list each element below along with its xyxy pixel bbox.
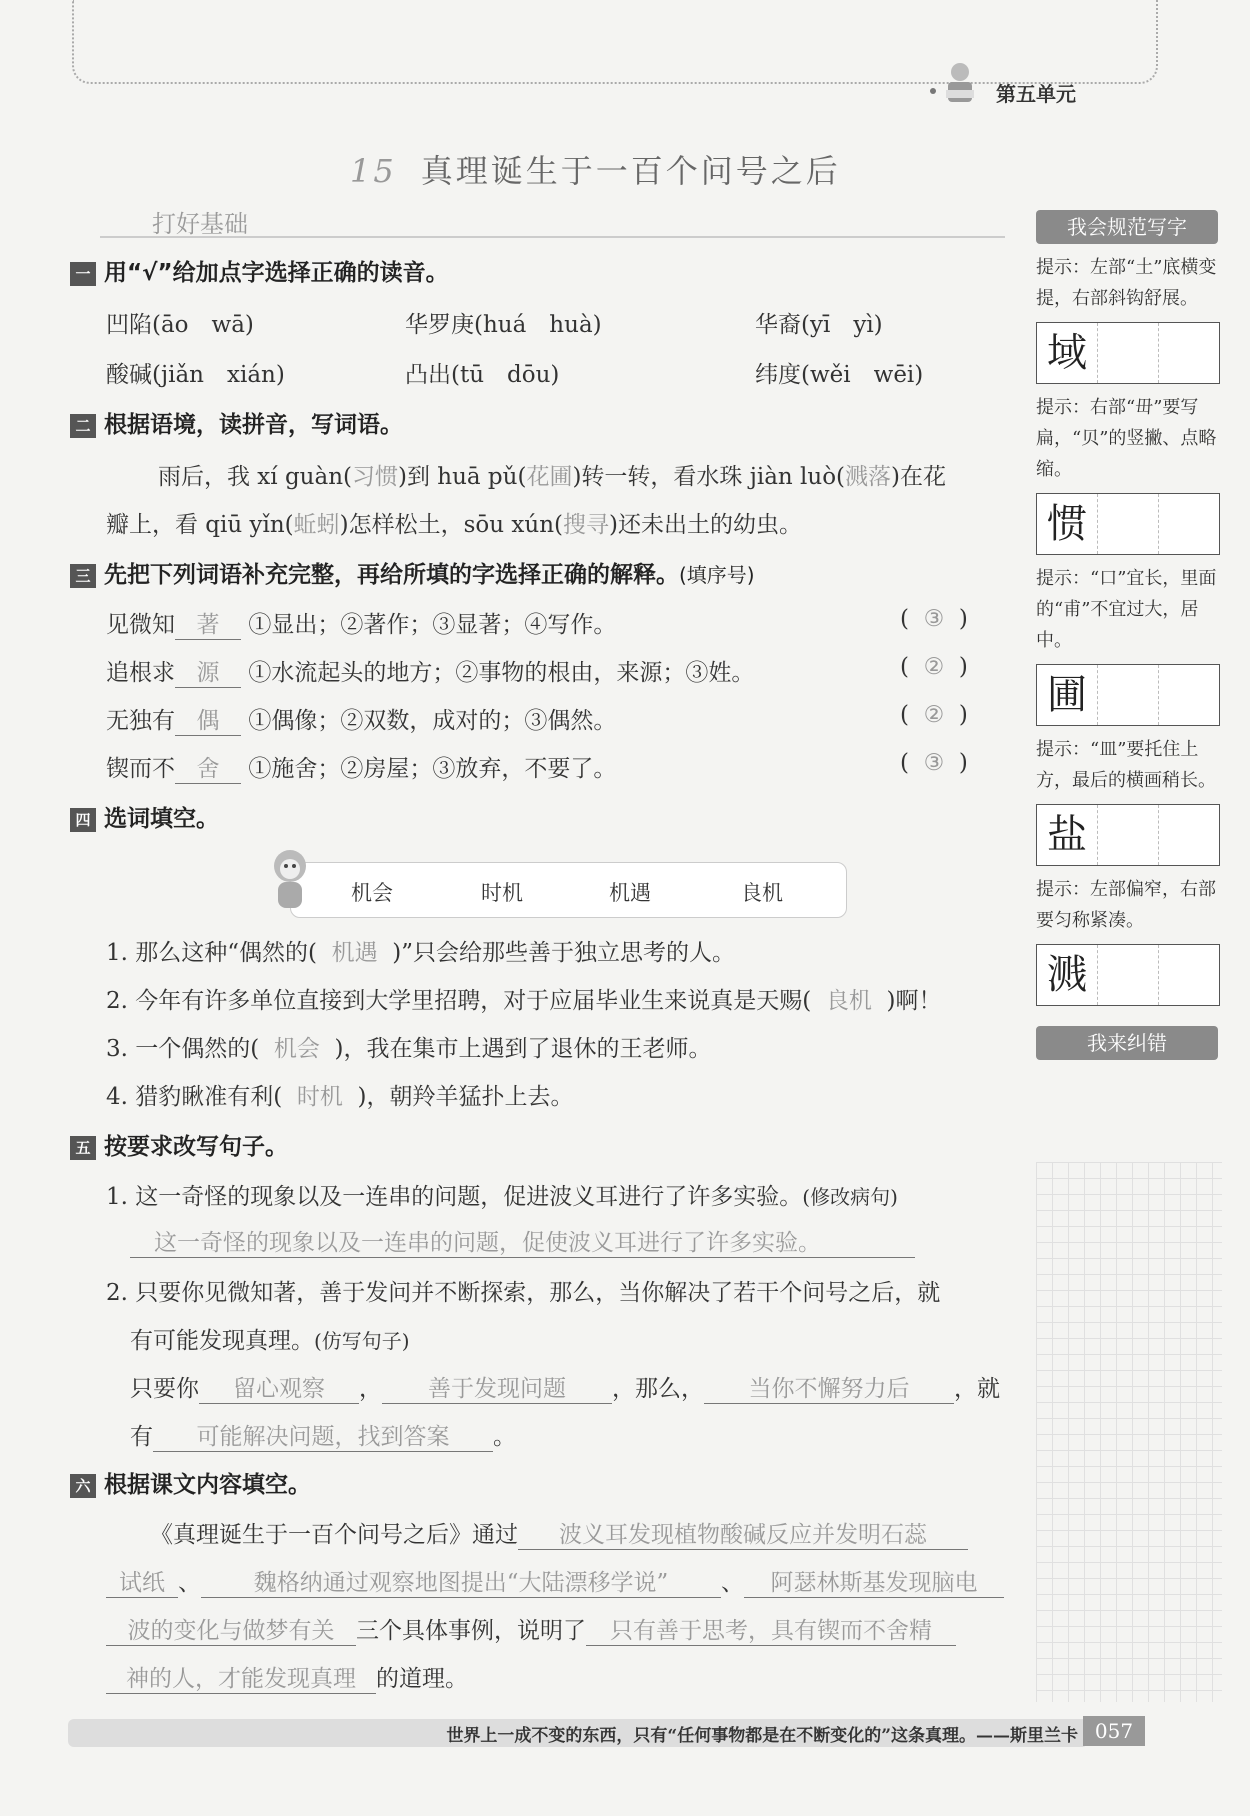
pinyin-item: 华罗庚(huá huà)	[405, 312, 602, 338]
rewrite-a2-line1: 只要你 留心观察 ， 善于发现问题 ，那么， 当你不懈努力后 ，就	[130, 1370, 1000, 1404]
summary-line-2: 试纸 、 魏格纳通过观察地图提出“大陆漂移学说” 、 阿瑟林斯基发现脑电	[106, 1564, 1004, 1598]
idiom-row: 见微知 著 ①显出；②著作；③显著；④写作。	[106, 606, 616, 640]
section-title-text: 选词填空。	[104, 806, 219, 832]
fill-item: 1. 那么这种“偶然的( 机遇 )”只会给那些善于独立思考的人。	[106, 940, 735, 966]
idiom-row: 无独有 偶 ①偶像；②双数，成对的；③偶然。	[106, 702, 616, 736]
header-dot	[930, 88, 936, 94]
word-option: 时机	[481, 881, 523, 905]
sidebar	[1036, 210, 1222, 1060]
subhead-text: 打好基础	[152, 210, 248, 238]
section-badge: 六	[70, 1474, 96, 1498]
section-5-title	[70, 1128, 288, 1161]
lesson-title-text: 真理诞生于一百个问号之后	[420, 152, 841, 190]
section-1-title	[70, 254, 449, 287]
section-badge: 三	[70, 564, 96, 588]
lesson-number: 15	[350, 152, 397, 190]
writing-tip: 提示：左部偏窄，右部要匀称紧凑。	[1036, 879, 1216, 931]
section-badge: 一	[70, 262, 96, 286]
section-title-text: 根据课文内容填空。	[104, 1472, 311, 1498]
idiom-answer: ( ③ )	[900, 606, 968, 632]
idiom-row: 锲而不 舍 ①施舍；②房屋；③放弃，不要了。	[106, 750, 616, 784]
section-note: (填序号)	[679, 563, 755, 587]
pinyin-item: 凹陷(āo wā)	[106, 312, 254, 338]
fill-item: 2. 今年有许多单位直接到大学里招聘，对于应届毕业生来说真是天赐( 良机 )啊！	[106, 988, 942, 1014]
rewrite-a2-line2: 有 可能解决问题，找到答案 。	[130, 1418, 516, 1452]
idiom-answer: ( ② )	[900, 654, 968, 680]
section-2-title	[70, 406, 403, 439]
idiom-answer: ( ② )	[900, 702, 968, 728]
sidebar-head-correction: 我来纠错	[1036, 1026, 1218, 1060]
page-number: 057	[1083, 1716, 1145, 1746]
correction-grid	[1036, 1162, 1222, 1702]
pinyin-item: 凸出(tū dōu)	[405, 362, 560, 388]
lesson-title	[350, 146, 841, 192]
rewrite-q1: 1. 这一奇怪的现象以及一连串的问题，促进波义耳进行了许多实验。(修改病句)	[106, 1184, 898, 1210]
summary-line-3: 波的变化与做梦有关 三个具体事例，说明了 只有善于思考，具有锲而不舍精	[106, 1612, 956, 1646]
word-option: 机遇	[609, 881, 651, 905]
section-badge: 五	[70, 1136, 96, 1160]
section-badge: 四	[70, 808, 96, 832]
summary-line-1: 《真理诞生于一百个问号之后》通过 波义耳发现植物酸碱反应并发明石蕊	[150, 1516, 968, 1550]
word-option: 机会	[351, 881, 393, 905]
section-4-title	[70, 800, 219, 833]
word-bank	[290, 862, 847, 918]
writing-grid: 惯	[1036, 493, 1220, 555]
footer-quote-bar	[68, 1719, 1088, 1747]
writing-grid: 圃	[1036, 664, 1220, 726]
section-badge: 二	[70, 414, 96, 438]
section-title-text: 先把下列词语补充完整，再给所填的字选择正确的解释。	[104, 562, 679, 588]
top-answer-box	[72, 0, 1158, 84]
writing-grid: 域	[1036, 322, 1220, 384]
section-title-text: 根据语境，读拼音，写词语。	[104, 412, 403, 438]
fill-item: 3. 一个偶然的( 机会 )，我在集市上遇到了退休的王老师。	[106, 1036, 712, 1062]
footer-quote: 世界上一成不变的东西，只有“任何事物都是在不断变化的”这条真理。——斯里兰卡	[446, 1726, 1078, 1746]
writing-tip: 提示：左部“土”底横变提，右部斜钩舒展。	[1036, 257, 1217, 309]
unit-label: 第五单元	[996, 82, 1076, 106]
writing-grid: 盐	[1036, 804, 1220, 866]
writing-tip: 提示：“口”宜长，里面的“甫”不宜过大，居中。	[1036, 568, 1217, 651]
reading-kid-icon	[942, 60, 978, 106]
rewrite-a1: 这一奇怪的现象以及一连串的问题，促使波义耳进行了许多实验。	[130, 1224, 915, 1258]
idiom-answer: ( ③ )	[900, 750, 968, 776]
section-subhead	[100, 210, 1005, 238]
section-3-title	[70, 556, 755, 589]
idiom-row: 追根求 源 ①水流起头的地方；②事物的根由，来源；③姓。	[106, 654, 754, 688]
writing-tip: 提示：“皿”要托住上方，最后的横画稍长。	[1036, 739, 1216, 791]
pinyin-item: 酸碱(jiǎn xián)	[106, 362, 285, 388]
word-option: 良机	[741, 881, 783, 905]
section-title-text: 按要求改写句子。	[104, 1134, 288, 1160]
writing-grid: 溅	[1036, 944, 1220, 1006]
section-title-text: 用“√”给加点字选择正确的读音。	[104, 260, 449, 286]
pinyin-item: 纬度(wěi wēi)	[755, 362, 924, 388]
rewrite-q2b: 有可能发现真理。(仿写句子)	[130, 1328, 410, 1354]
pinyin-item: 华裔(yī yì)	[755, 312, 883, 338]
rewrite-q2: 2. 只要你见微知著，善于发问并不断探索，那么，当你解决了若干个问号之后，就	[106, 1280, 941, 1306]
fill-item: 4. 猎豹瞅准有利( 时机 )，朝羚羊猛扑上去。	[106, 1084, 574, 1110]
section-6-title	[70, 1466, 311, 1499]
sidebar-head-writing: 我会规范写字	[1036, 210, 1218, 244]
passage-line-1: 雨后，我 xí guàn(习惯)到 huā pǔ(花圃)转一转，看水珠 jiàn luò(溅落)在花	[158, 464, 947, 490]
monkey-icon	[262, 846, 318, 916]
writing-tip: 提示：右部“毌”要写扁，“贝”的竖撇、点略缩。	[1036, 397, 1217, 480]
summary-line-4: 神的人，才能发现真理 的道理。	[106, 1660, 468, 1694]
passage-line-2: 瓣上，看 qiū yǐn(蚯蚓)怎样松土，sōu xún(搜寻)还未出土的幼虫。	[106, 512, 802, 538]
